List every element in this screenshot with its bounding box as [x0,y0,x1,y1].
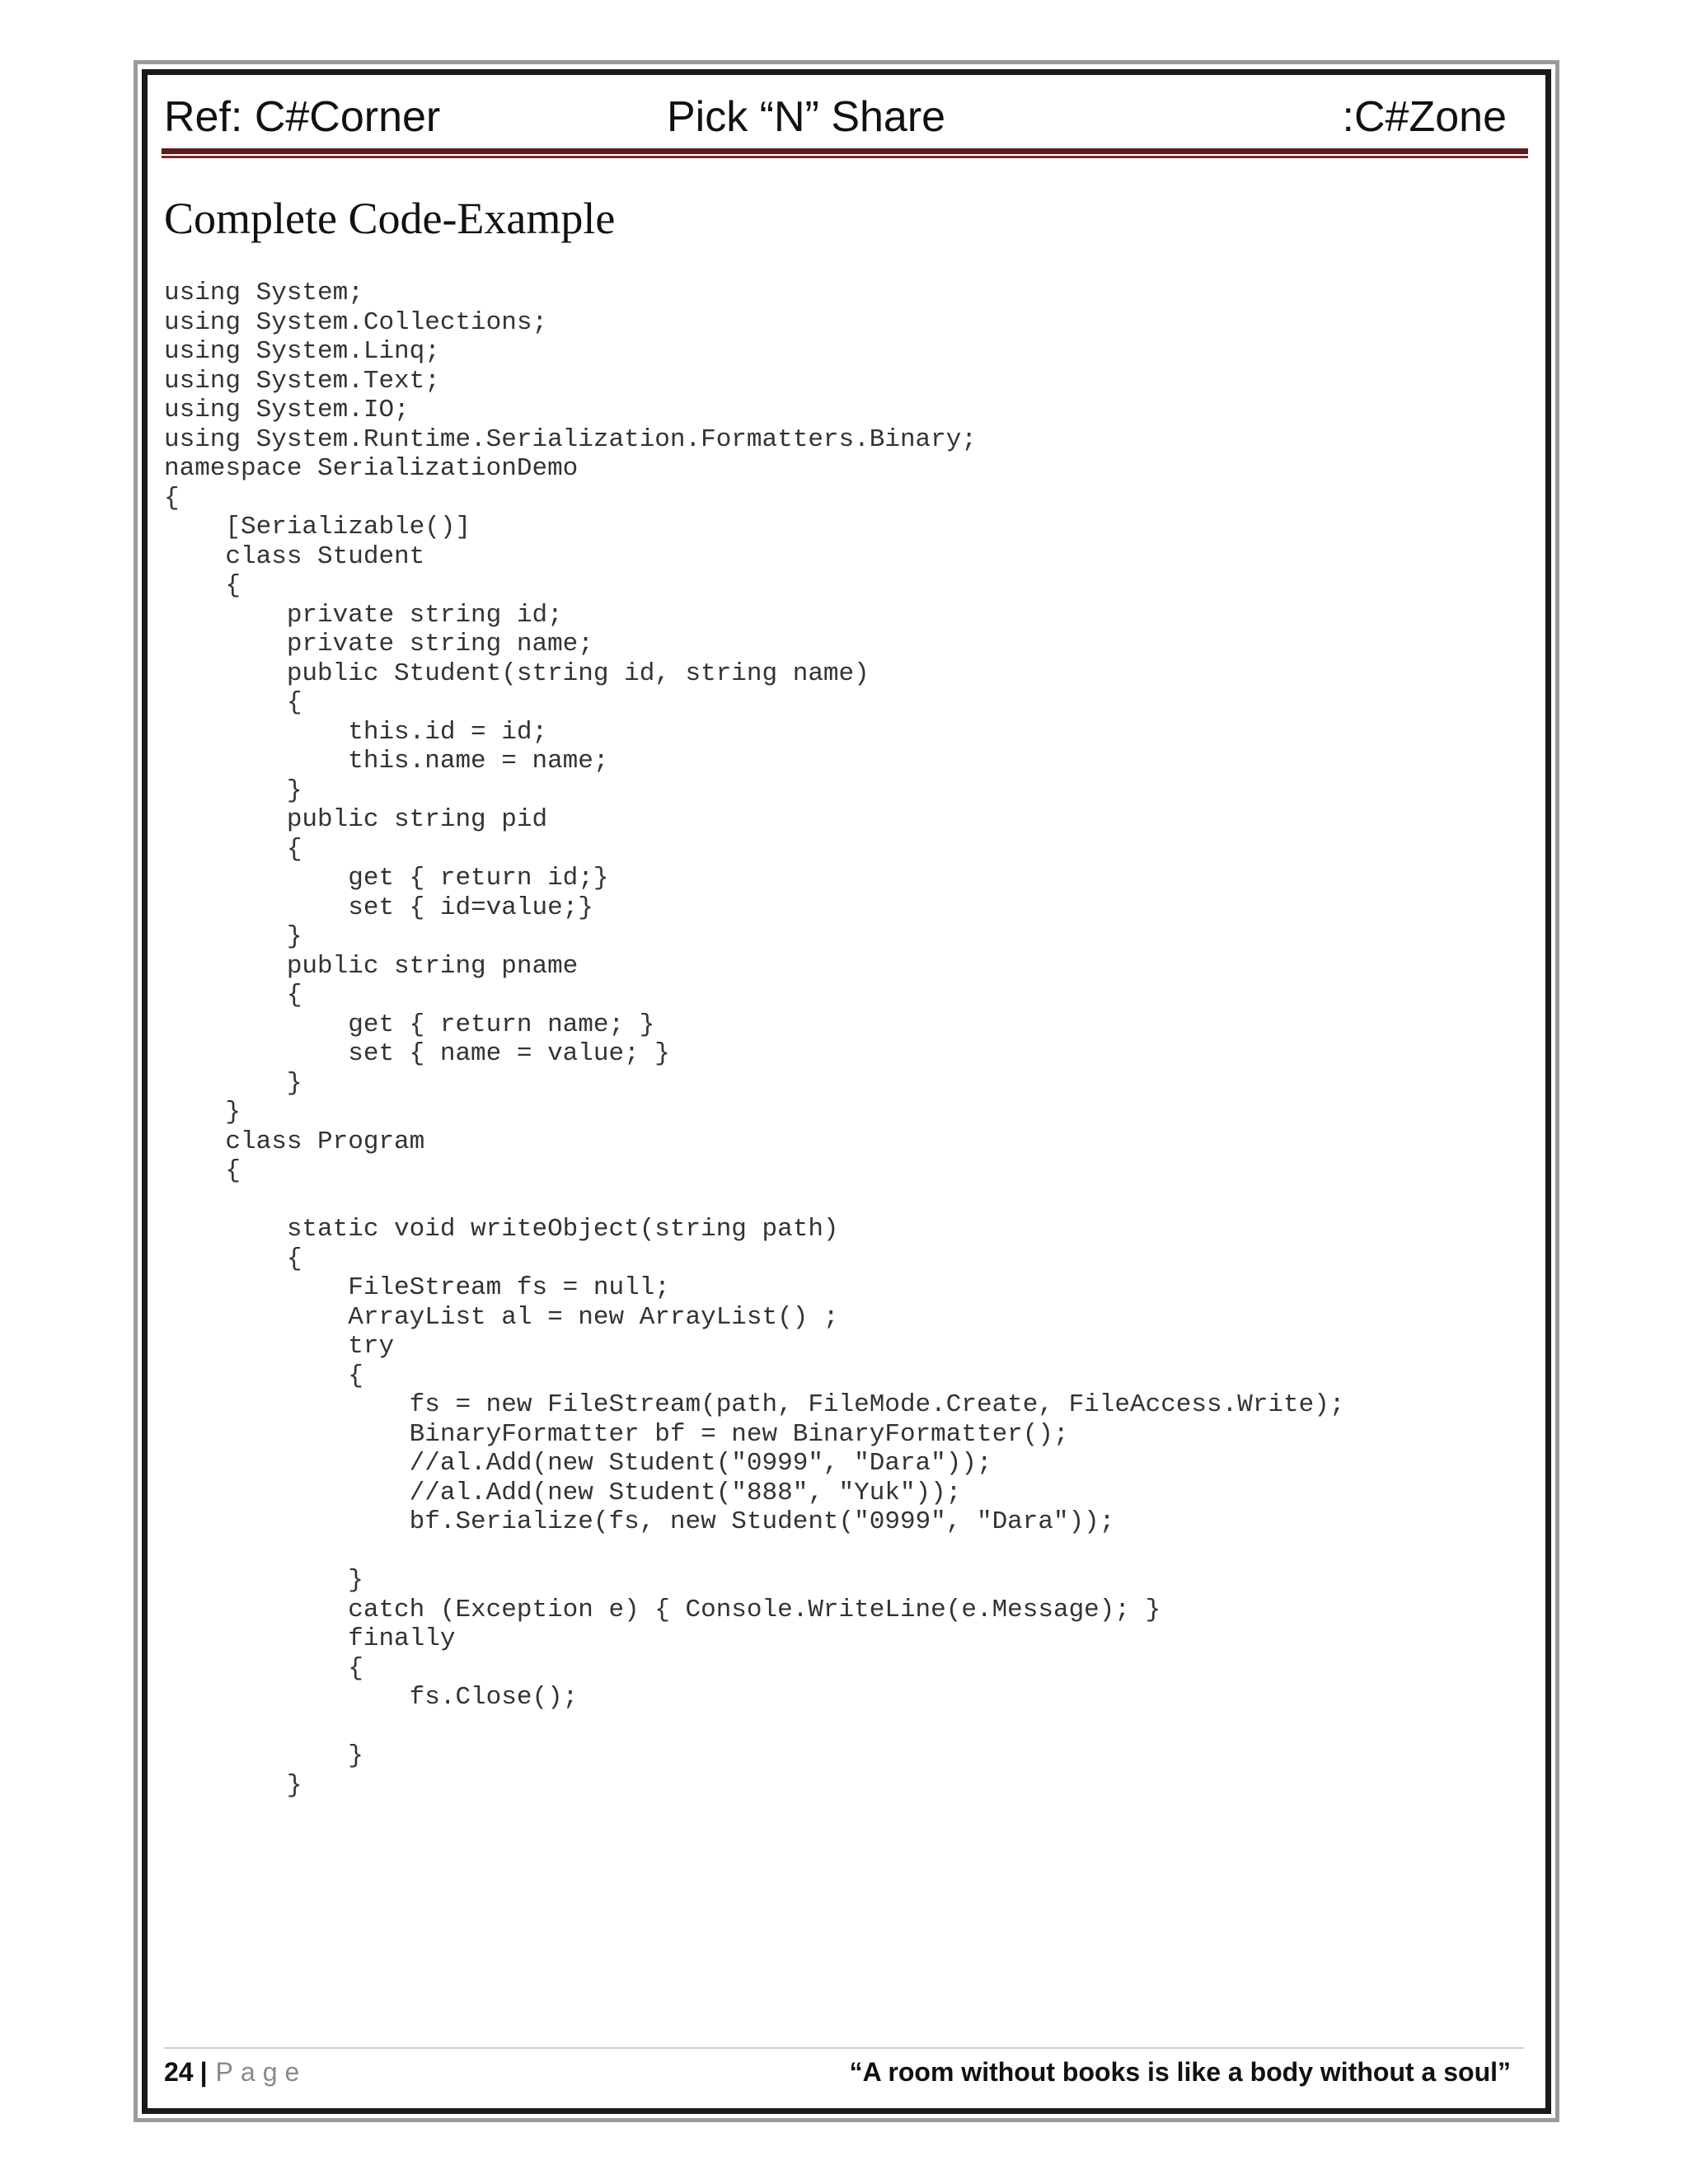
code-line: using System.Runtime.Serialization.Formatters.Binary; [164,424,977,454]
code-line: } [164,922,302,951]
code-line: { [164,834,302,864]
page-number: 24 [164,2057,194,2087]
code-line: { [164,688,302,717]
header-rule-thick [162,148,1528,154]
code-line: BinaryFormatter bf = new BinaryFormatter(); [164,1419,1069,1449]
code-line: class Program [164,1127,425,1156]
code-line: bf.Serialize(fs, new Student("0999", "Dara")); [164,1507,1115,1536]
code-line: fs.Close(); [164,1683,579,1712]
code-line [164,1186,1344,1216]
code-line: public Student(string id, string name) [164,658,870,688]
code-line: } [164,1741,363,1770]
code-line: public string pid [164,805,548,834]
code-line: catch (Exception e) { Console.WriteLine(e.Message); } [164,1595,1161,1624]
page-number-footer [164,2057,307,2088]
footer-rule [164,2047,1524,2049]
code-line: class Student [164,541,425,571]
code-line: using System.Text; [164,366,440,396]
code-line: } [164,1098,241,1127]
code-line: { [164,1361,363,1390]
code-line: finally [164,1624,456,1653]
page-label: Page [215,2057,307,2087]
code-line: private string id; [164,600,563,630]
code-line: ArrayList al = new ArrayList() ; [164,1302,839,1332]
code-line: static void writeObject(string path) [164,1215,839,1244]
code-line: using System.Linq; [164,337,440,366]
header-rule-thin [162,156,1528,158]
code-line: get { return id;} [164,864,609,893]
code-line: this.name = name; [164,747,609,776]
code-line: } [164,1770,302,1800]
section-title: Complete Code-Example [164,194,616,243]
code-line: using System.IO; [164,396,410,424]
code-line: fs = new FileStream(path, FileMode.Create, FileAccess.Write); [164,1390,1345,1419]
code-line: //al.Add(new Student("888", "Yuk")); [164,1478,962,1507]
code-line: [Serializable()] [164,513,471,541]
code-line: } [164,1068,302,1098]
code-line: } [164,1566,363,1595]
footer-separator: | [199,2057,208,2087]
code-line: { [164,1653,363,1683]
code-line: { [164,571,241,600]
code-line: try [164,1332,395,1361]
code-line: namespace SerializationDemo [164,454,579,483]
code-line [164,1713,1344,1742]
code-line: //al.Add(new Student("0999", "Dara")); [164,1449,992,1478]
code-line: { [164,1156,241,1185]
code-line: this.id = id; [164,717,548,747]
code-line: { [164,1244,302,1273]
code-line: set { id=value;} [164,893,593,922]
code-line: using System; [164,279,363,307]
code-line: private string name; [164,630,593,658]
code-line: set { name = value; } [164,1039,670,1068]
footer-quote: “A room without books is like a body without a soul” [849,2057,1511,2087]
code-listing [164,279,1344,1800]
code-line: using System.Collections; [164,307,548,337]
page-header [164,92,1524,150]
header-zone: :C#Zone [1342,93,1507,141]
code-line: { [164,981,302,1010]
code-line: } [164,776,302,805]
header-reference: Ref: C#Corner [164,93,441,141]
code-line: get { return name; } [164,1010,655,1039]
code-line [164,1537,1344,1567]
code-line: FileStream fs = null; [164,1273,670,1302]
header-title: Pick “N” Share [667,93,946,141]
code-line: { [164,483,180,513]
code-line: public string pname [164,951,579,981]
